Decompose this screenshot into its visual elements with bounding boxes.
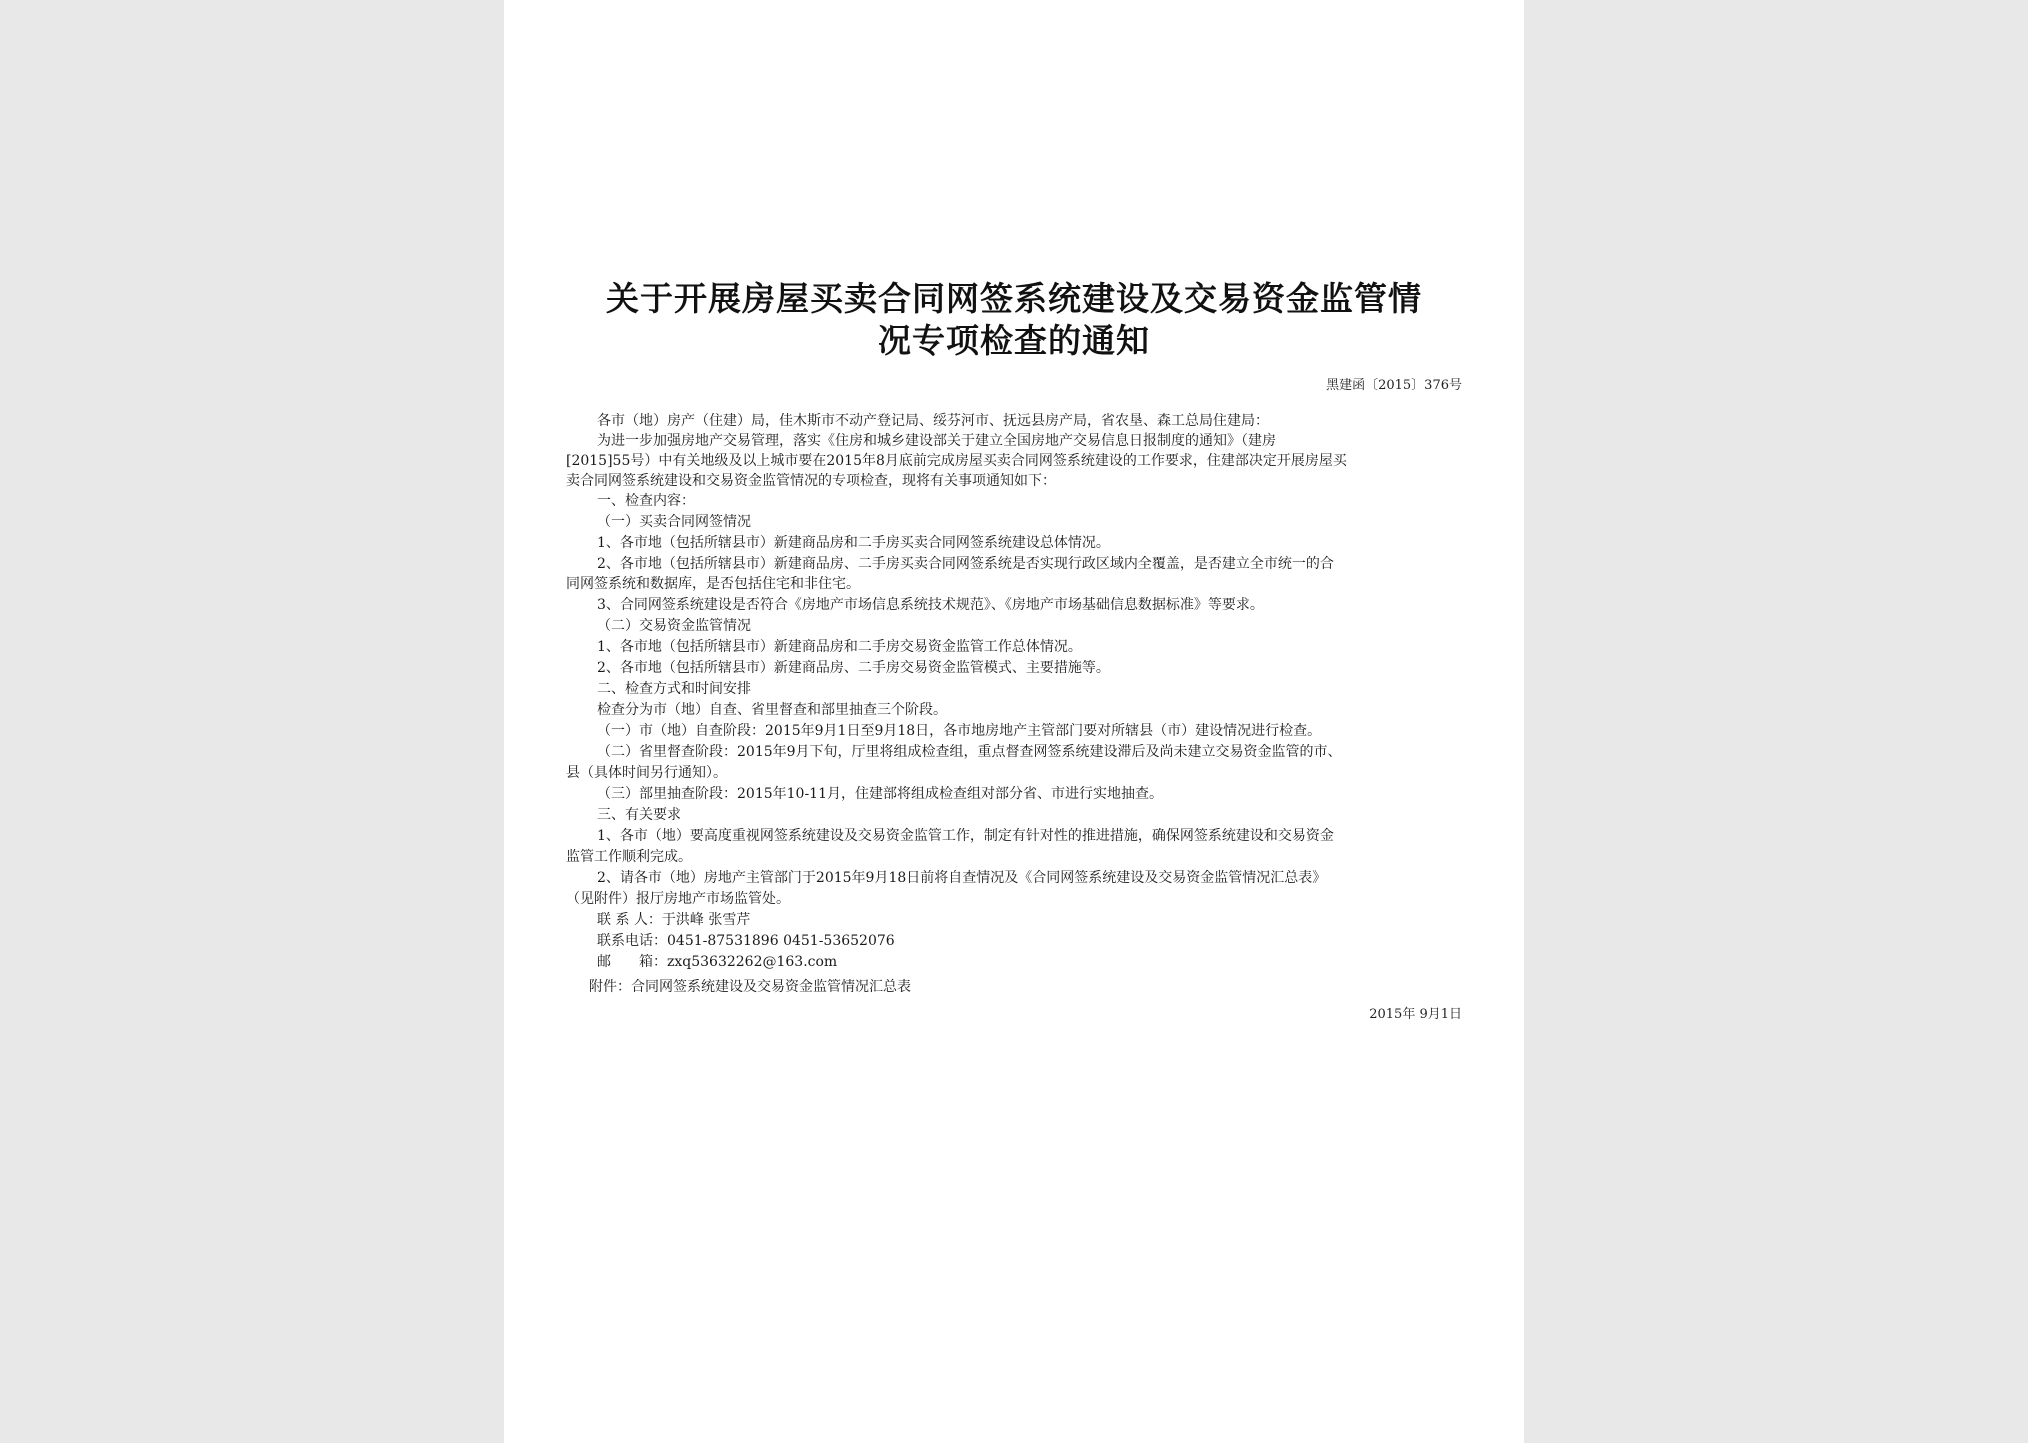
- body-line: 3、合同网签系统建设是否符合《房地产市场信息系统技术规范》、《房地产市场基础信息数据标准》等要求。: [597, 597, 1264, 613]
- body-line: 同网签系统和数据库，是否包括住宅和非住宅。: [566, 576, 860, 592]
- body-line: （二）省里督查阶段：2015年9月下旬，厅里将组成检查组，重点督查网签系统建设滞后及尚未建立交易资金监管的市、: [597, 744, 1342, 760]
- body-line: （三）部里抽查阶段：2015年10-11月，住建部将组成检查组对部分省、市进行实地抽查。: [597, 786, 1163, 802]
- contact-person: 联 系 人：于洪峰 张雪芹: [597, 912, 751, 928]
- body-line: 县（具体时间另行通知）。: [566, 765, 727, 781]
- body-line: 1、各市地（包括所辖县市）新建商品房和二手房交易资金监管工作总体情况。: [597, 639, 1082, 655]
- body-line: [2015]55号）中有关地级及以上城市要在2015年8月底前完成房屋买卖合同网签系统建设的工作要求，住建部决定开展房屋买: [566, 453, 1347, 469]
- body-line: 各市（地）房产（住建）局，佳木斯市不动产登记局、绥芬河市、抚远县房产局，省农垦、森工总局住建局：: [597, 413, 1269, 429]
- document-number: 黑建函〔2015〕376号: [1326, 378, 1462, 393]
- body-line: （二）交易资金监管情况: [597, 618, 751, 634]
- body-line: 二、检查方式和时间安排: [597, 681, 751, 697]
- contact-phone: 联系电话：0451-87531896 0451-53652076: [597, 933, 895, 949]
- document-date: 2015年 9月1日: [1369, 1007, 1462, 1022]
- body-line: 1、各市地（包括所辖县市）新建商品房和二手房买卖合同网签系统建设总体情况。: [597, 535, 1110, 551]
- body-line: 卖合同网签系统建设和交易资金监管情况的专项检查，现将有关事项通知如下：: [566, 473, 1056, 489]
- body-line: （见附件）报厅房地产市场监管处。: [566, 891, 790, 907]
- body-line: 一、检查内容：: [597, 493, 695, 509]
- document-title-line1: 关于开展房屋买卖合同网签系统建设及交易资金监管情: [606, 279, 1422, 318]
- body-line: 2、各市地（包括所辖县市）新建商品房、二手房买卖合同网签系统是否实现行政区域内全覆盖，是否建立全市统一的合: [597, 556, 1334, 572]
- document-page: [504, 0, 1524, 1443]
- body-line: （一）市（地）自查阶段：2015年9月1日至9月18日，各市地房地产主管部门要对所辖县（市）建设情况进行检查。: [597, 723, 1322, 739]
- body-line: 2、各市地（包括所辖县市）新建商品房、二手房交易资金监管模式、主要措施等。: [597, 660, 1110, 676]
- body-line: 1、各市（地）要高度重视网签系统建设及交易资金监管工作，制定有针对性的推进措施，确保网签系统建设和交易资金: [597, 828, 1334, 844]
- body-line: 为进一步加强房地产交易管理，落实《住房和城乡建设部关于建立全国房地产交易信息日报制度的通知》（建房: [597, 433, 1276, 449]
- body-line: 三、有关要求: [597, 807, 681, 823]
- body-line: 监管工作顺利完成。: [566, 849, 692, 865]
- body-line: 检查分为市（地）自查、省里督查和部里抽查三个阶段。: [597, 702, 947, 718]
- contact-email: 邮 箱：zxq53632262@163.com: [597, 954, 838, 970]
- body-line: （一）买卖合同网签情况: [597, 514, 751, 530]
- attachment-line: 附件：合同网签系统建设及交易资金监管情况汇总表: [589, 979, 911, 995]
- document-title-line2: 况专项检查的通知: [878, 321, 1150, 360]
- body-line: 2、请各市（地）房地产主管部门于2015年9月18日前将自查情况及《合同网签系统建设及交易资金监管情况汇总表》: [597, 870, 1327, 886]
